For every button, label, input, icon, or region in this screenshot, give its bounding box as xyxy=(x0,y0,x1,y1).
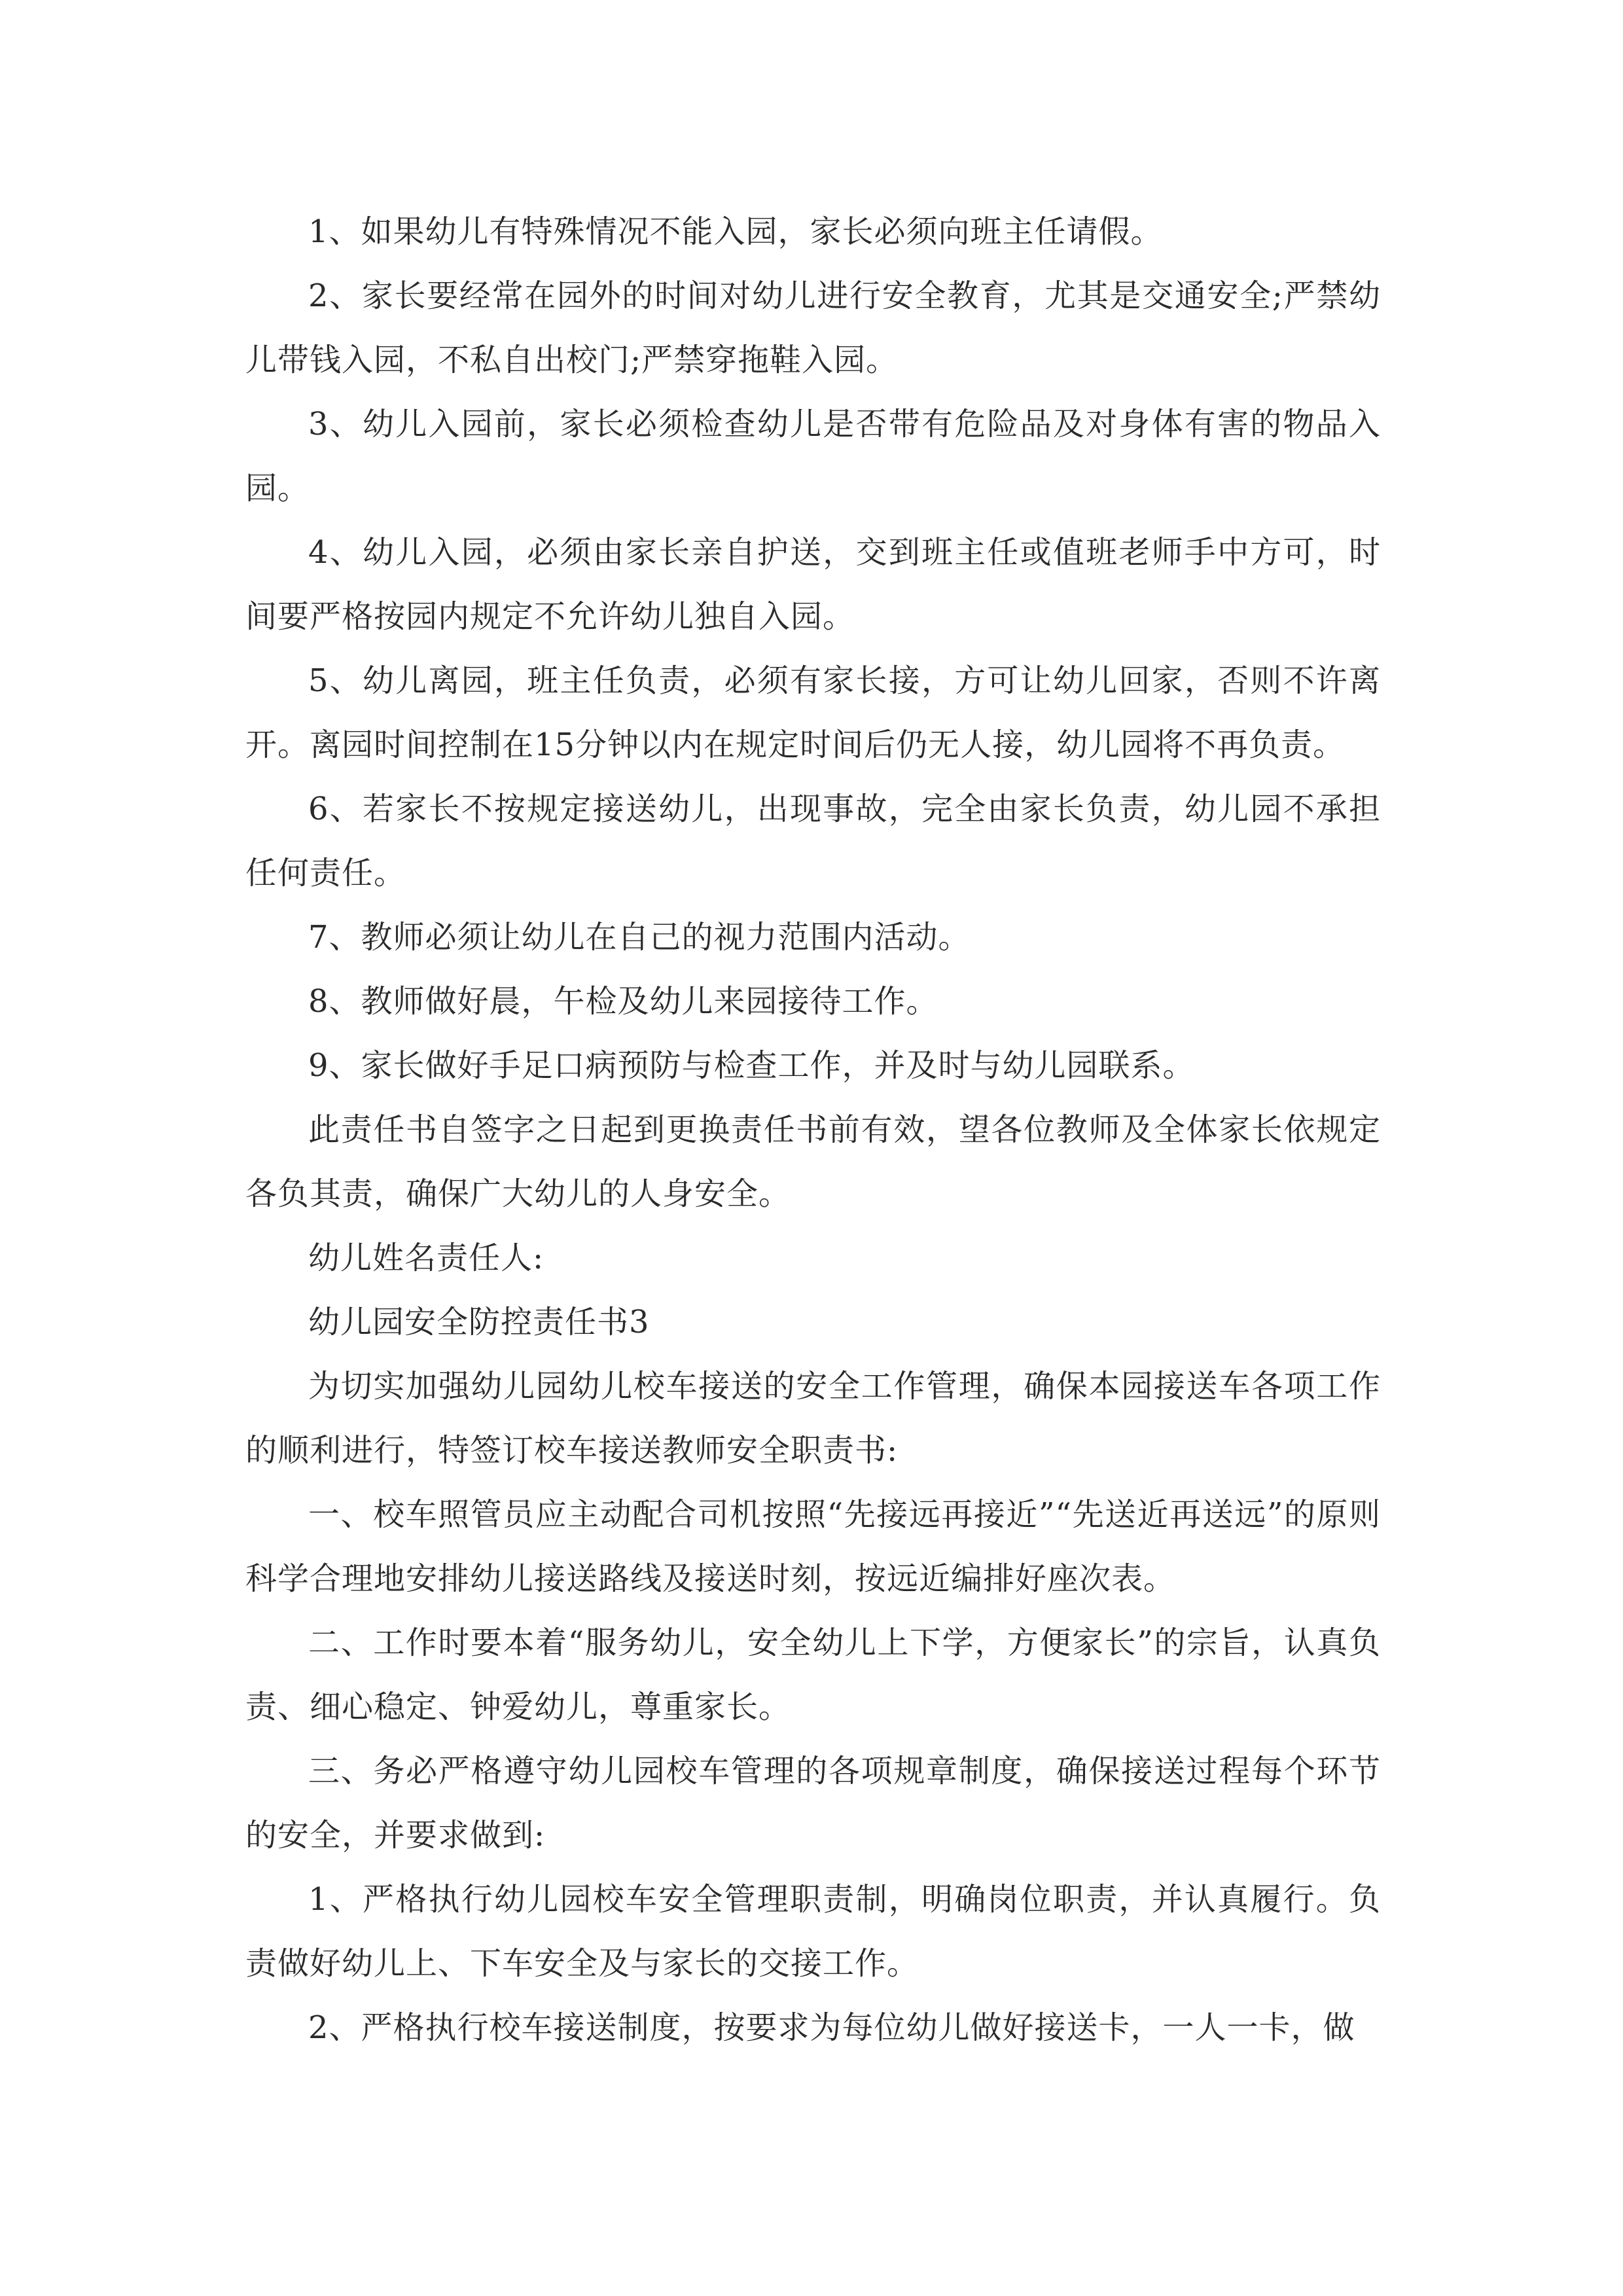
paragraph-rule-2: 2、家长要经常在园外的时间对幼儿进行安全教育，尤其是交通安全;严禁幼儿带钱入园，不私自出校门;严禁穿拖鞋入园。 xyxy=(245,278,1381,378)
paragraph-rule-8: 8、教师做好晨，午检及幼儿来园接待工作。 xyxy=(308,983,938,1020)
paragraph-article-3: 三、务必严格遵守幼儿园校车管理的各项规章制度，确保接送过程每个环节的安全，并要求做到: xyxy=(245,1753,1381,1854)
paragraph-rule-3: 3、幼儿入园前，家长必须检查幼儿是否带有危险品及对身体有害的物品入园。 xyxy=(245,406,1381,507)
paragraph-intro: 为切实加强幼儿园幼儿校车接送的安全工作管理，确保本园接送车各项工作的顺利进行，特签订校车接送教师安全职责书: xyxy=(245,1368,1381,1469)
paragraph-subitem-2: 2、严格执行校车接送制度，按要求为每位幼儿做好接送卡，一人一卡，做 xyxy=(308,2009,1355,2046)
paragraph-subitem-1: 1、严格执行幼儿园校车安全管理职责制，明确岗位职责，并认真履行。负责做好幼儿上、下车安全及与家长的交接工作。 xyxy=(245,1881,1381,1982)
document-body xyxy=(245,200,1381,2060)
paragraph-rule-7: 7、教师必须让幼儿在自己的视力范围内活动。 xyxy=(308,919,971,956)
paragraph-signature-line: 幼儿姓名责任人: xyxy=(308,1240,544,1276)
paragraph-article-2: 二、工作时要本着“服务幼儿，安全幼儿上下学，方便家长”的宗旨，认真负责、细心稳定、钟爱幼儿，尊重家长。 xyxy=(245,1624,1381,1725)
paragraph-rule-9: 9、家长做好手足口病预防与检查工作，并及时与幼儿园联系。 xyxy=(308,1047,1195,1084)
paragraph-validity: 此责任书自签字之日起到更换责任书前有效，望各位教师及全体家长依规定各负其责，确保广大幼儿的人身安全。 xyxy=(245,1111,1381,1212)
paragraph-rule-6: 6、若家长不按规定接送幼儿，出现事故，完全由家长负责，幼儿园不承担任何责任。 xyxy=(245,791,1381,891)
paragraph-rule-4: 4、幼儿入园，必须由家长亲自护送，交到班主任或值班老师手中方可，时间要严格按园内规定不允许幼儿独自入园。 xyxy=(245,534,1381,635)
paragraph-rule-5: 5、幼儿离园，班主任负责，必须有家长接，方可让幼儿回家，否则不许离开。离园时间控制在15分钟以内在规定时间后仍无人接，幼儿园将不再负责。 xyxy=(245,662,1381,763)
paragraph-article-1: 一、校车照管员应主动配合司机按照“先接远再接近”“先送近再送远”的原则科学合理地安排幼儿接送路线及接送时刻，按远近编排好座次表。 xyxy=(245,1496,1381,1597)
section-title: 幼儿园安全防控责任书3 xyxy=(308,1304,650,1340)
paragraph-rule-1: 1、如果幼儿有特殊情况不能入园，家长必须向班主任请假。 xyxy=(308,213,1163,250)
